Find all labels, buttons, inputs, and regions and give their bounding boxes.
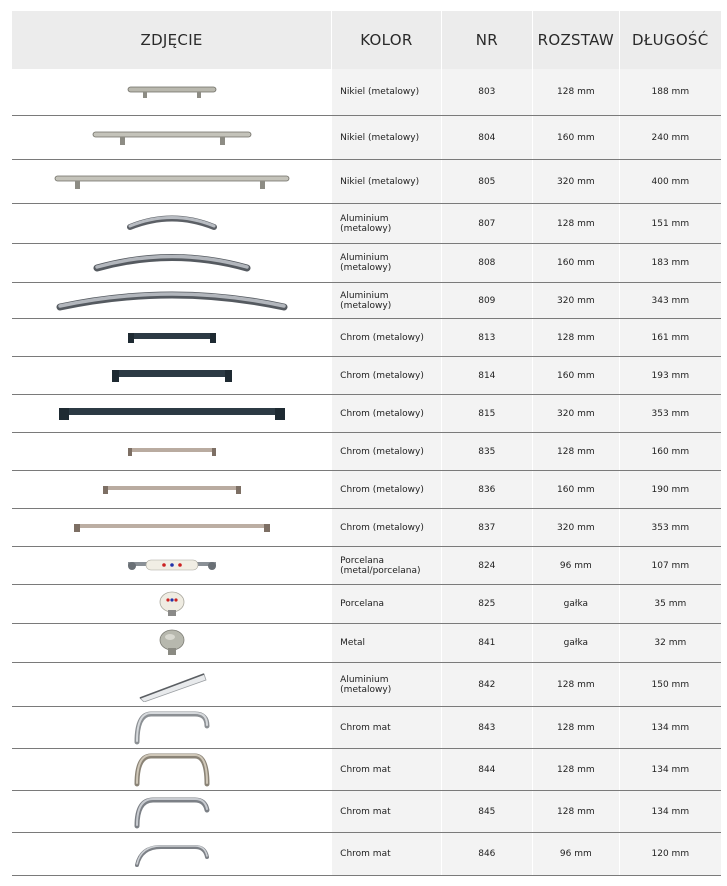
product-table bbox=[12, 11, 721, 876]
table-row bbox=[12, 585, 721, 624]
length-cell: 343 mm bbox=[620, 283, 721, 318]
color-cell: Nikiel (metalowy) bbox=[332, 160, 440, 203]
color-cell: Chrom mat bbox=[332, 749, 440, 790]
porcelain-handle-icon bbox=[126, 556, 218, 576]
table-row bbox=[12, 749, 721, 791]
product-photo bbox=[12, 509, 331, 546]
flat-handle-bronze-icon bbox=[101, 484, 243, 496]
nr-cell: 844 bbox=[442, 749, 532, 790]
table-row bbox=[12, 395, 721, 433]
color-cell: Aluminium (metalowy) bbox=[332, 663, 440, 706]
nr-cell: 805 bbox=[442, 160, 532, 203]
length-cell: 183 mm bbox=[620, 244, 721, 282]
color-cell: Porcelana bbox=[332, 585, 440, 623]
bow-handle-aluminium-icon bbox=[92, 251, 252, 275]
spacing-cell: 320 mm bbox=[533, 160, 619, 203]
nr-cell: 836 bbox=[442, 471, 532, 508]
spacing-cell: 320 mm bbox=[533, 509, 619, 546]
profile-handle-icon bbox=[136, 668, 208, 702]
spacing-cell: 160 mm bbox=[533, 244, 619, 282]
nr-cell: 845 bbox=[442, 791, 532, 832]
nr-cell: 843 bbox=[442, 707, 532, 748]
spacing-cell: 160 mm bbox=[533, 357, 619, 394]
product-photo bbox=[12, 547, 331, 584]
spacing-cell: 128 mm bbox=[533, 707, 619, 748]
color-cell: Nikiel (metalowy) bbox=[332, 69, 440, 115]
nr-cell: 835 bbox=[442, 433, 532, 470]
nr-cell: 824 bbox=[442, 547, 532, 584]
length-cell: 188 mm bbox=[620, 69, 721, 115]
length-cell: 151 mm bbox=[620, 204, 721, 243]
bar-handle-nickel-icon bbox=[92, 129, 252, 147]
flat-handle-bronze-icon bbox=[126, 446, 218, 458]
product-photo bbox=[12, 471, 331, 508]
length-cell: 120 mm bbox=[620, 833, 721, 875]
nr-cell: 804 bbox=[442, 116, 532, 159]
nr-cell: 807 bbox=[442, 204, 532, 243]
product-photo bbox=[12, 160, 331, 203]
length-cell: 134 mm bbox=[620, 791, 721, 832]
length-cell: 161 mm bbox=[620, 319, 721, 356]
spacing-cell: 320 mm bbox=[533, 395, 619, 432]
header-photo: ZDJĘCIE bbox=[12, 11, 331, 69]
nr-cell: 808 bbox=[442, 244, 532, 282]
product-photo bbox=[12, 791, 331, 832]
bar-handle-nickel-icon bbox=[127, 84, 217, 100]
spacing-cell: 96 mm bbox=[533, 547, 619, 584]
nr-cell: 846 bbox=[442, 833, 532, 875]
product-photo bbox=[12, 749, 331, 790]
product-photo bbox=[12, 395, 331, 432]
spacing-cell: 128 mm bbox=[533, 749, 619, 790]
table-row bbox=[12, 244, 721, 283]
table-row bbox=[12, 707, 721, 749]
product-photo bbox=[12, 663, 331, 706]
color-cell: Metal bbox=[332, 624, 440, 662]
spacing-cell: 128 mm bbox=[533, 69, 619, 115]
header-length: DŁUGOŚĆ bbox=[620, 11, 721, 69]
product-photo bbox=[12, 357, 331, 394]
nr-cell: 842 bbox=[442, 663, 532, 706]
bow-handle-aluminium-icon bbox=[126, 214, 218, 234]
table-header bbox=[12, 11, 721, 69]
table-row bbox=[12, 547, 721, 585]
table-row bbox=[12, 283, 721, 319]
spacing-cell: 128 mm bbox=[533, 663, 619, 706]
u-handle-icon bbox=[131, 839, 213, 869]
bar-handle-nickel-icon bbox=[54, 173, 290, 191]
color-cell: Chrom (metalowy) bbox=[332, 509, 440, 546]
length-cell: 150 mm bbox=[620, 663, 721, 706]
table-row bbox=[12, 116, 721, 160]
length-cell: 32 mm bbox=[620, 624, 721, 662]
metal-knob-icon bbox=[157, 628, 187, 658]
product-photo bbox=[12, 585, 331, 623]
product-photo bbox=[12, 433, 331, 470]
header-nr: NR bbox=[442, 11, 532, 69]
color-cell: Chrom (metalowy) bbox=[332, 319, 440, 356]
product-photo bbox=[12, 69, 331, 115]
color-cell: Chrom (metalowy) bbox=[332, 357, 440, 394]
table-row bbox=[12, 624, 721, 663]
color-cell: Chrom mat bbox=[332, 707, 440, 748]
color-cell: Aluminium (metalowy) bbox=[332, 283, 440, 318]
table-row bbox=[12, 833, 721, 876]
color-cell: Chrom (metalowy) bbox=[332, 395, 440, 432]
spacing-cell: 128 mm bbox=[533, 204, 619, 243]
table-row bbox=[12, 791, 721, 833]
bow-handle-aluminium-icon bbox=[55, 289, 289, 313]
length-cell: 400 mm bbox=[620, 160, 721, 203]
length-cell: 353 mm bbox=[620, 395, 721, 432]
product-photo bbox=[12, 319, 331, 356]
color-cell: Chrom (metalowy) bbox=[332, 433, 440, 470]
color-cell: Chrom (metalowy) bbox=[332, 471, 440, 508]
color-cell: Nikiel (metalowy) bbox=[332, 116, 440, 159]
spacing-cell: 96 mm bbox=[533, 833, 619, 875]
table-row bbox=[12, 160, 721, 204]
table-row bbox=[12, 357, 721, 395]
table-row bbox=[12, 471, 721, 509]
header-spacing: ROZSTAW bbox=[533, 11, 619, 69]
length-cell: 35 mm bbox=[620, 585, 721, 623]
nr-cell: 803 bbox=[442, 69, 532, 115]
table-row bbox=[12, 663, 721, 707]
product-photo bbox=[12, 707, 331, 748]
nr-cell: 825 bbox=[442, 585, 532, 623]
spacing-cell: 160 mm bbox=[533, 471, 619, 508]
spacing-cell: 160 mm bbox=[533, 116, 619, 159]
length-cell: 160 mm bbox=[620, 433, 721, 470]
table-body bbox=[12, 69, 721, 876]
product-photo bbox=[12, 116, 331, 159]
product-photo bbox=[12, 833, 331, 875]
length-cell: 240 mm bbox=[620, 116, 721, 159]
table-row bbox=[12, 319, 721, 357]
u-handle-icon bbox=[131, 794, 213, 830]
length-cell: 107 mm bbox=[620, 547, 721, 584]
length-cell: 134 mm bbox=[620, 707, 721, 748]
spacing-cell: 320 mm bbox=[533, 283, 619, 318]
product-photo bbox=[12, 624, 331, 662]
nr-cell: 809 bbox=[442, 283, 532, 318]
color-cell: Chrom mat bbox=[332, 833, 440, 875]
length-cell: 134 mm bbox=[620, 749, 721, 790]
u-handle-icon bbox=[131, 710, 213, 746]
length-cell: 193 mm bbox=[620, 357, 721, 394]
spacing-cell: 128 mm bbox=[533, 319, 619, 356]
porcelain-knob-icon bbox=[157, 590, 187, 618]
table-row bbox=[12, 509, 721, 547]
color-cell: Aluminium (metalowy) bbox=[332, 244, 440, 282]
spacing-cell: gałka bbox=[533, 585, 619, 623]
table-row bbox=[12, 204, 721, 244]
flat-handle-bronze-icon bbox=[72, 522, 272, 534]
nr-cell: 837 bbox=[442, 509, 532, 546]
color-cell: Porcelana (metal/porcelana) bbox=[332, 547, 440, 584]
product-photo bbox=[12, 204, 331, 243]
flat-handle-dark-icon bbox=[126, 331, 218, 345]
header-color: KOLOR bbox=[332, 11, 440, 69]
table-row bbox=[12, 433, 721, 471]
product-photo bbox=[12, 244, 331, 282]
nr-cell: 813 bbox=[442, 319, 532, 356]
color-cell: Aluminium (metalowy) bbox=[332, 204, 440, 243]
length-cell: 190 mm bbox=[620, 471, 721, 508]
length-cell: 353 mm bbox=[620, 509, 721, 546]
product-photo bbox=[12, 283, 331, 318]
spacing-cell: 128 mm bbox=[533, 433, 619, 470]
table-row bbox=[12, 69, 721, 116]
u-handle-icon bbox=[131, 752, 213, 788]
nr-cell: 815 bbox=[442, 395, 532, 432]
spacing-cell: 128 mm bbox=[533, 791, 619, 832]
spacing-cell: gałka bbox=[533, 624, 619, 662]
flat-handle-dark-icon bbox=[57, 406, 287, 422]
nr-cell: 841 bbox=[442, 624, 532, 662]
color-cell: Chrom mat bbox=[332, 791, 440, 832]
nr-cell: 814 bbox=[442, 357, 532, 394]
flat-handle-dark-icon bbox=[110, 368, 234, 384]
